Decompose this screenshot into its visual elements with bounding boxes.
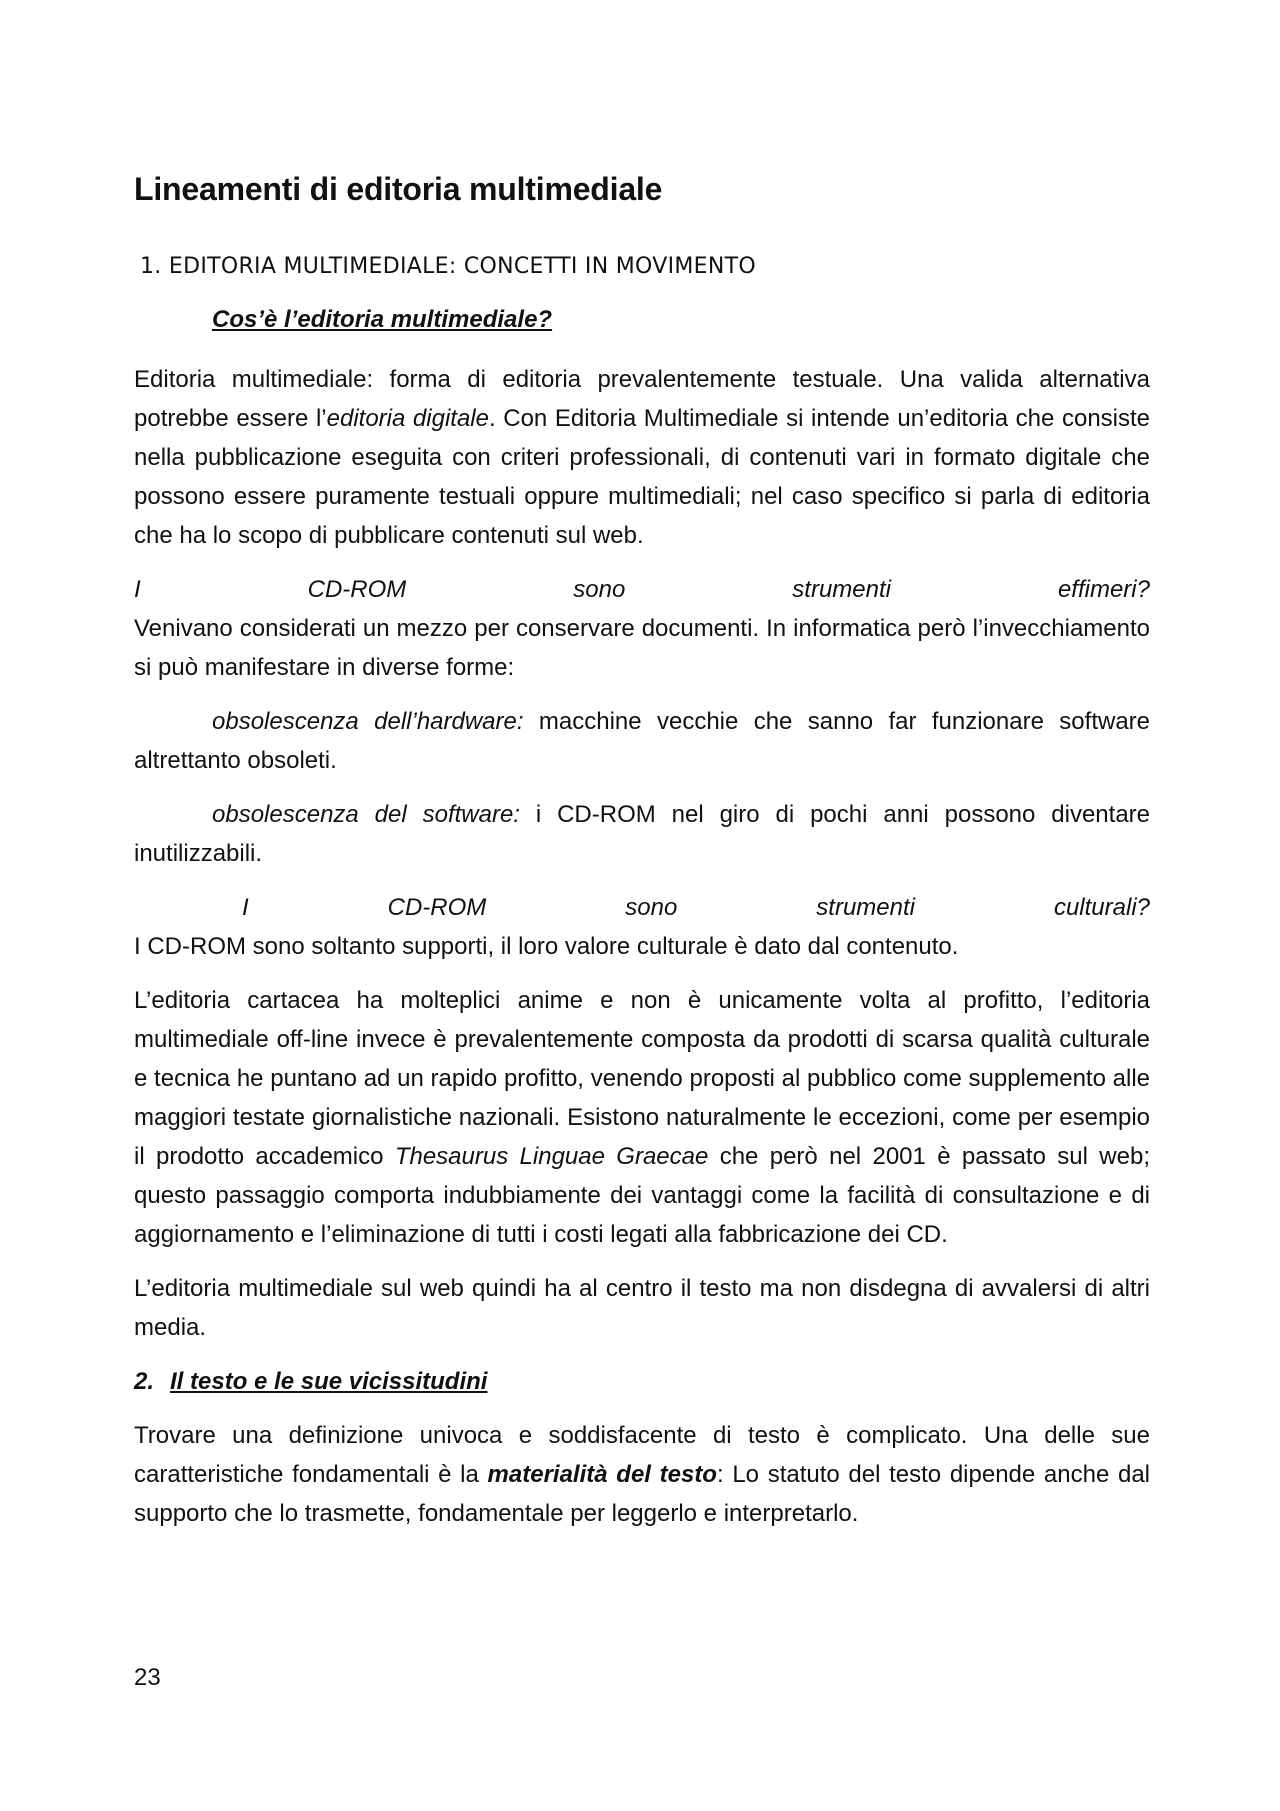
text-run: : Lo statuto del testo dipende anche dal supporto che lo trasmette, fondamentale per leggerlo e interpretarlo. <box>134 1461 1151 1527</box>
section-2-number: 2. <box>134 1368 155 1395</box>
term-software: obsolescenza del software: <box>212 801 520 828</box>
text-run: macchine vecchie che sanno far funzionare software altrettanto obsoleti. <box>134 708 1150 774</box>
question-word: I <box>134 576 141 603</box>
question-word: sono <box>625 894 678 921</box>
paragraph-editoria-web: L’editoria multimediale sul web quindi ha al centro il testo ma non disdegna di avvalersi di altri media. <box>134 1275 1150 1341</box>
question-word: strumenti <box>816 894 915 921</box>
question-word: I <box>242 894 249 921</box>
document-body <box>134 360 1150 1548</box>
paragraph-editoria-cartacea <box>134 981 1150 1254</box>
subheading-question: Cos’è l’editoria multimediale? <box>212 306 553 333</box>
text-run: Trovare una definizione univoca e soddisfacente di testo è complicato. Una delle sue caratteristiche fondamentali è la <box>134 1422 1150 1488</box>
text-run: che però nel 2001 è passato sul web; questo passaggio comporta indubbiamente dei vantaggi come la facilità di consultazione e di aggiornamento e l’eliminazione di tutti i costi legati alla fabbricazione dei CD. <box>134 1143 1150 1248</box>
section-2-title: Il testo e le sue vicissitudini <box>170 1368 488 1395</box>
list-item-hardware <box>134 702 1150 780</box>
question-word: sono <box>573 576 626 603</box>
document-title: Lineamenti di editoria multimediale <box>134 171 663 207</box>
paragraph-cdrom-culturali <box>134 888 1150 966</box>
term-hardware: obsolescenza dell’hardware: <box>212 708 524 735</box>
question-word: culturali? <box>1053 894 1150 921</box>
section-2-heading <box>134 1362 1150 1401</box>
section-1-heading: 1. EDITORIA MULTIMEDIALE: CONCETTI IN MOVIMENTO <box>140 254 756 279</box>
paragraph-cdrom-effimeri <box>134 570 1150 687</box>
question-word: effimeri? <box>1057 576 1150 603</box>
question-word: CD-ROM <box>387 894 487 921</box>
question-cdrom-effimeri <box>134 570 1150 609</box>
list-item-software <box>134 795 1150 873</box>
paragraph-supporti: I CD-ROM sono soltanto supporti, il loro valore culturale è dato dal contenuto. <box>134 933 959 960</box>
text-run: . Con Editoria Multimediale si intende un’editoria che consiste nella pubblicazione eseguita con criteri professionali, di contenuti vari in formato digitale che possono essere puramente testuali oppure multimediali; nel caso specifico si parla di editoria che ha lo scopo di pubblicare contenuti sul web. <box>134 405 1151 549</box>
text-run: L’editoria cartacea ha molteplici anime e non è unicamente volta al profitto, l’editoria multimediale off-line invece è prevalentemente composta da prodotti di scarsa qualità culturale e tecnica he puntano ad un rapido profitto, venendo proposti al pubblico come supplemento alle maggiori testate giornalistiche nazionali. Esistono naturalmente le eccezioni, come per esempio il prodotto accademico <box>134 987 1150 1170</box>
paragraph-definition <box>134 360 1150 555</box>
page-number: 23 <box>134 1664 161 1691</box>
document-page <box>134 0 1150 1811</box>
text-run: Editoria multimediale: forma di editoria prevalentemente testuale. Una valida alternativa potrebbe essere l’ <box>134 366 1150 432</box>
emphasis-thesaurus: Thesaurus Linguae Graecae <box>394 1143 709 1170</box>
question-word: CD-ROM <box>307 576 407 603</box>
question-cdrom-culturali <box>134 888 1150 927</box>
paragraph-testo <box>134 1416 1150 1533</box>
emphasis-materialita: materialità del testo <box>487 1461 717 1488</box>
question-word: strumenti <box>792 576 891 603</box>
emphasis-editoria-digitale: editoria digitale <box>326 405 489 432</box>
paragraph-invecchiamento: Venivano considerati un mezzo per conservare documenti. In informatica però l’invecchiamento si può manifestare in diverse forme: <box>134 615 1150 681</box>
text-run: i CD-ROM nel giro di pochi anni possono diventare inutilizzabili. <box>134 801 1151 867</box>
